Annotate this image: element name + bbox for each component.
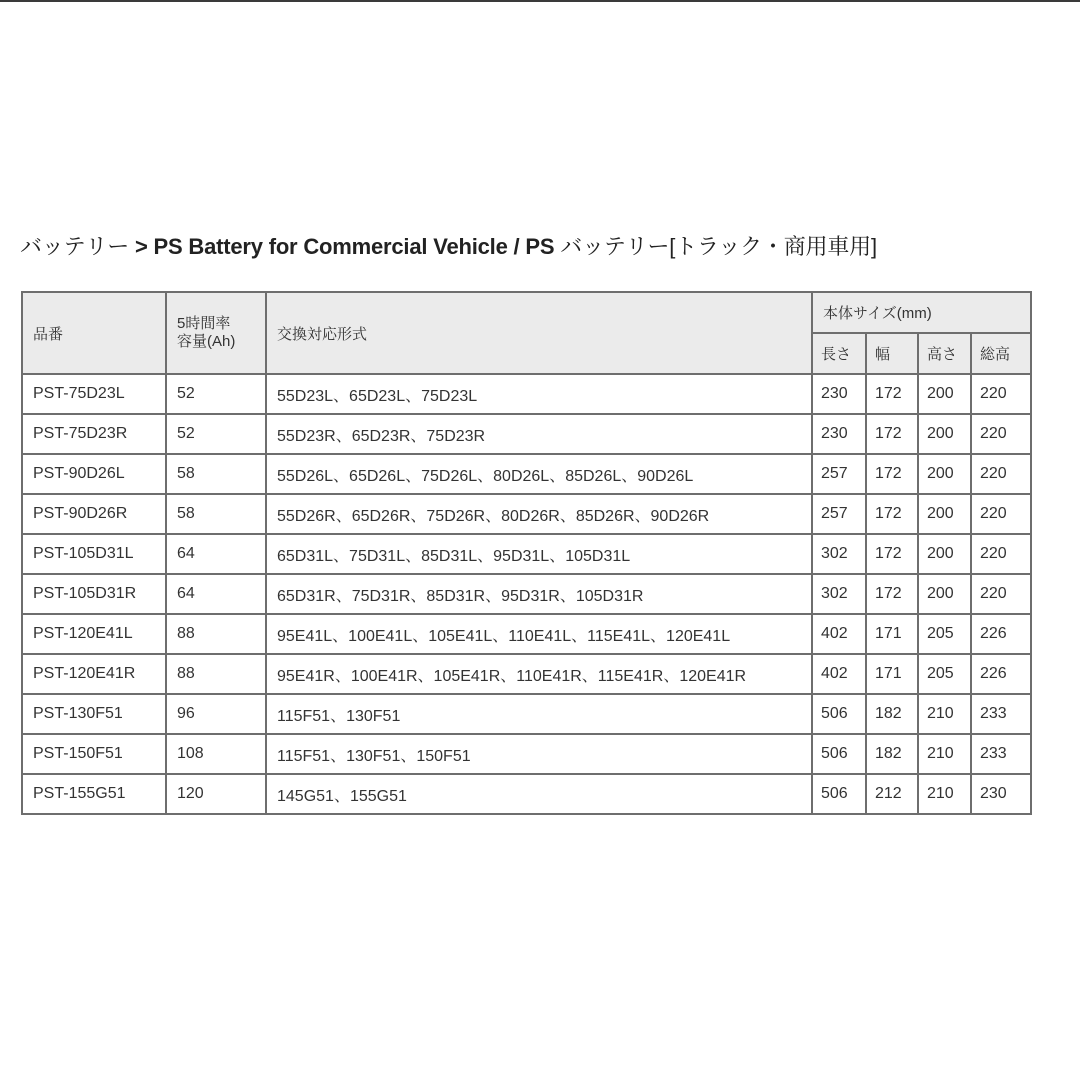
cell-height: 210 — [918, 734, 971, 774]
table-row — [22, 414, 1031, 454]
product-name-jp: バッテリー[トラック・商用車用] — [560, 234, 877, 259]
battery-spec-table — [21, 291, 1032, 815]
cell-height: 200 — [918, 574, 971, 614]
cell-compat: 55D26L、65D26L、75D26L、80D26L、85D26L、90D26L — [266, 454, 812, 494]
cell-total-height: 220 — [971, 414, 1031, 454]
cell-width: 171 — [866, 654, 918, 694]
cell-height: 200 — [918, 494, 971, 534]
cell-model: PST-155G51 — [22, 774, 166, 814]
header-length: 長さ — [812, 333, 866, 374]
cell-total-height: 220 — [971, 574, 1031, 614]
cell-compat: 65D31L、75D31L、85D31L、95D31L、105D31L — [266, 534, 812, 574]
table-row — [22, 494, 1031, 534]
cell-width: 172 — [866, 414, 918, 454]
cell-total-height: 230 — [971, 774, 1031, 814]
table-row — [22, 774, 1031, 814]
cell-height: 200 — [918, 374, 971, 414]
cell-capacity: 120 — [166, 774, 266, 814]
cell-capacity: 108 — [166, 734, 266, 774]
cell-model: PST-75D23L — [22, 374, 166, 414]
cell-total-height: 226 — [971, 614, 1031, 654]
cell-model: PST-105D31L — [22, 534, 166, 574]
cell-length: 257 — [812, 494, 866, 534]
cell-capacity: 96 — [166, 694, 266, 734]
cell-compat: 145G51、155G51 — [266, 774, 812, 814]
header-capacity — [166, 292, 266, 374]
cell-width: 172 — [866, 454, 918, 494]
cell-length: 230 — [812, 374, 866, 414]
header-compat: 交換対応形式 — [266, 292, 812, 374]
header-model: 品番 — [22, 292, 166, 374]
cell-total-height: 220 — [971, 494, 1031, 534]
breadcrumb-category: バッテリー — [20, 234, 130, 259]
header-total-height: 総高 — [971, 333, 1031, 374]
cell-width: 172 — [866, 374, 918, 414]
table-row — [22, 454, 1031, 494]
cell-width: 172 — [866, 534, 918, 574]
cell-capacity: 64 — [166, 574, 266, 614]
cell-height: 210 — [918, 774, 971, 814]
cell-length: 506 — [812, 774, 866, 814]
cell-length: 506 — [812, 734, 866, 774]
cell-height: 200 — [918, 414, 971, 454]
cell-compat: 65D31R、75D31R、85D31R、95D31R、105D31R — [266, 574, 812, 614]
cell-length: 257 — [812, 454, 866, 494]
cell-width: 182 — [866, 734, 918, 774]
table-row — [22, 614, 1031, 654]
cell-total-height: 233 — [971, 694, 1031, 734]
cell-width: 182 — [866, 694, 918, 734]
cell-length: 302 — [812, 574, 866, 614]
cell-capacity: 64 — [166, 534, 266, 574]
cell-model: PST-105D31R — [22, 574, 166, 614]
cell-model: PST-150F51 — [22, 734, 166, 774]
cell-total-height: 220 — [971, 534, 1031, 574]
cell-length: 506 — [812, 694, 866, 734]
cell-compat: 115F51、130F51、150F51 — [266, 734, 812, 774]
cell-capacity: 58 — [166, 454, 266, 494]
table-row — [22, 694, 1031, 734]
cell-capacity: 52 — [166, 374, 266, 414]
cell-compat: 95E41R、100E41R、105E41R、110E41R、115E41R、120E41R — [266, 654, 812, 694]
table-row — [22, 534, 1031, 574]
cell-model: PST-90D26R — [22, 494, 166, 534]
cell-total-height: 233 — [971, 734, 1031, 774]
title-slash: / — [513, 234, 520, 259]
cell-compat: 55D23L、65D23L、75D23L — [266, 374, 812, 414]
table-row — [22, 574, 1031, 614]
title-ps: PS — [525, 234, 555, 259]
product-name-en: PS Battery for Commercial Vehicle — [153, 234, 508, 259]
cell-length: 402 — [812, 654, 866, 694]
page-title — [20, 232, 877, 262]
cell-length: 302 — [812, 534, 866, 574]
header-capacity-line1: 5時間率 — [177, 315, 231, 332]
cell-compat: 55D26R、65D26R、75D26R、80D26R、85D26R、90D26R — [266, 494, 812, 534]
cell-height: 205 — [918, 654, 971, 694]
cell-total-height: 226 — [971, 654, 1031, 694]
header-height: 高さ — [918, 333, 971, 374]
header-row — [22, 292, 1031, 333]
cell-model: PST-90D26L — [22, 454, 166, 494]
table-row — [22, 654, 1031, 694]
cell-capacity: 88 — [166, 614, 266, 654]
cell-width: 172 — [866, 494, 918, 534]
header-size-group: 本体サイズ(mm) — [812, 292, 1031, 333]
cell-height: 200 — [918, 454, 971, 494]
table-row — [22, 374, 1031, 414]
cell-width: 212 — [866, 774, 918, 814]
cell-height: 205 — [918, 614, 971, 654]
cell-length: 402 — [812, 614, 866, 654]
cell-model: PST-75D23R — [22, 414, 166, 454]
cell-width: 172 — [866, 574, 918, 614]
cell-total-height: 220 — [971, 454, 1031, 494]
cell-height: 210 — [918, 694, 971, 734]
cell-width: 171 — [866, 614, 918, 654]
header-width: 幅 — [866, 333, 918, 374]
cell-length: 230 — [812, 414, 866, 454]
cell-compat: 55D23R、65D23R、75D23R — [266, 414, 812, 454]
breadcrumb-separator: > — [134, 234, 148, 259]
cell-compat: 95E41L、100E41L、105E41L、110E41L、115E41L、120E41L — [266, 614, 812, 654]
cell-model: PST-120E41L — [22, 614, 166, 654]
cell-height: 200 — [918, 534, 971, 574]
cell-capacity: 52 — [166, 414, 266, 454]
cell-model: PST-130F51 — [22, 694, 166, 734]
cell-model: PST-120E41R — [22, 654, 166, 694]
cell-capacity: 58 — [166, 494, 266, 534]
cell-capacity: 88 — [166, 654, 266, 694]
cell-total-height: 220 — [971, 374, 1031, 414]
table-row — [22, 734, 1031, 774]
top-border-line — [0, 0, 1080, 2]
header-capacity-line2: 容量(Ah) — [177, 333, 236, 350]
cell-compat: 115F51、130F51 — [266, 694, 812, 734]
